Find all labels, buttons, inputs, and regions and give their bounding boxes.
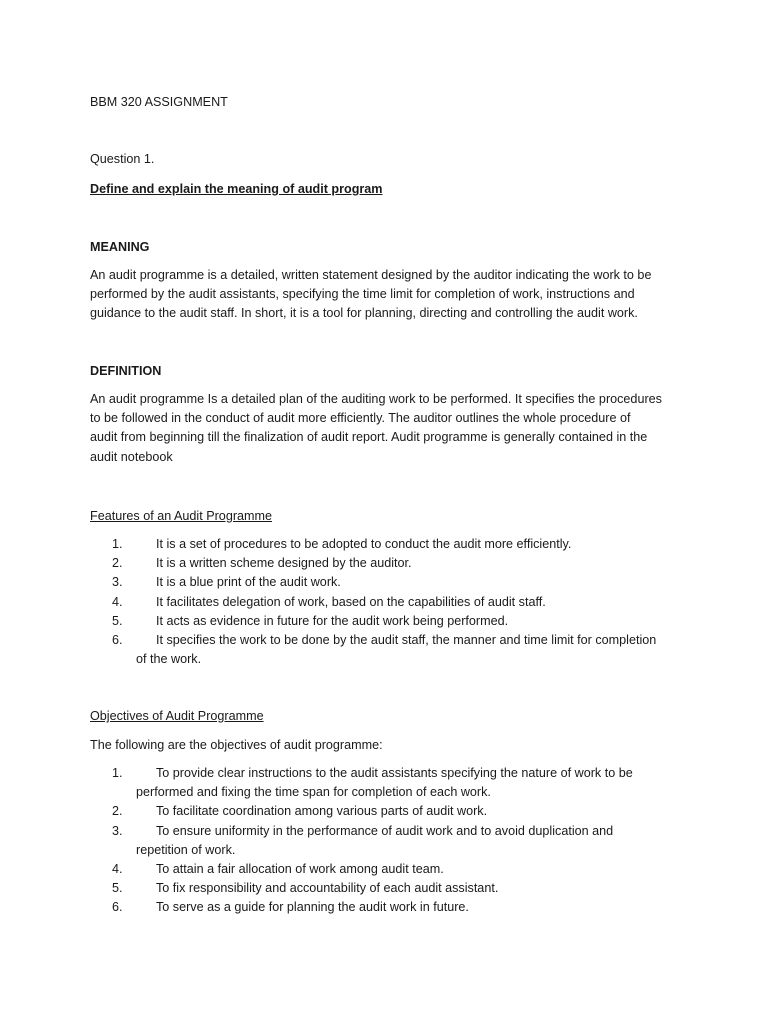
definition-line: audit from beginning till the finalization of audit report. Audit programme is generally contained in the (90, 430, 648, 445)
list-item (90, 860, 690, 879)
list-item-number: 5. (112, 613, 123, 628)
objectives-heading: Objectives of Audit Programme (90, 709, 264, 723)
list-item (90, 631, 690, 669)
objectives-list (90, 764, 690, 918)
list-item-text: It acts as evidence in future for the audit work being performed. (156, 613, 509, 628)
list-item (90, 535, 690, 554)
meaning-line: performed by the audit assistants, specifying the time limit for completion of work, instructions and (90, 287, 635, 302)
list-item-text: It is a set of procedures to be adopted to conduct the audit more efficiently. (156, 537, 572, 551)
list-item-text: To provide clear instructions to the audit assistants specifying the nature of work to be (156, 766, 633, 780)
list-item-text: To fix responsibility and accountability of each audit assistant. (156, 881, 499, 896)
meaning-line: An audit programme is a detailed, written statement designed by the auditor indicating the work to be (90, 268, 652, 282)
objectives-intro: The following are the objectives of audit programme: (90, 738, 383, 752)
definition-line: An audit programme Is a detailed plan of the auditing work to be performed. It specifies the procedures (90, 392, 662, 406)
list-item (90, 879, 690, 898)
list-item-number: 6. (112, 633, 123, 648)
definition-heading: DEFINITION (90, 364, 162, 378)
list-item-number: 2. (112, 804, 123, 819)
list-item-number: 3. (112, 575, 123, 590)
list-item-number: 6. (112, 900, 123, 915)
list-item-number: 4. (112, 862, 123, 877)
features-heading: Features of an Audit Programme (90, 509, 273, 523)
definition-paragraph (90, 390, 680, 467)
list-item (90, 764, 690, 802)
list-item (90, 822, 690, 860)
list-item-continuation: of the work. (136, 652, 202, 667)
document-title: BBM 320 ASSIGNMENT (90, 95, 228, 109)
list-item (90, 573, 690, 592)
list-item-number: 1. (112, 766, 123, 780)
meaning-heading: MEANING (90, 240, 150, 254)
list-item-number: 2. (112, 556, 123, 571)
features-list (90, 535, 690, 669)
list-item-number: 5. (112, 881, 123, 896)
meaning-paragraph (90, 266, 680, 324)
list-item-number: 3. (112, 823, 123, 838)
list-item-text: To ensure uniformity in the performance of audit work and to avoid duplication and (156, 823, 614, 838)
list-item-continuation: repetition of work. (136, 842, 236, 857)
list-item-text: To attain a fair allocation of work among audit team. (156, 862, 444, 877)
definition-line: to be followed in the conduct of audit more efficiently. The auditor outlines the whole procedure of (90, 411, 631, 426)
question-text: Define and explain the meaning of audit program (90, 182, 383, 196)
list-item-text: To serve as a guide for planning the audit work in future. (156, 900, 469, 915)
list-item-text: It specifies the work to be done by the audit staff, the manner and time limit for completion (156, 633, 657, 648)
list-item-number: 1. (112, 537, 123, 551)
list-item-text: It is a blue print of the audit work. (156, 575, 341, 590)
list-item-text: To facilitate coordination among various parts of audit work. (156, 804, 488, 819)
definition-line: audit notebook (90, 449, 173, 464)
list-item (90, 554, 690, 573)
meaning-line: guidance to the audit staff. In short, it is a tool for planning, directing and controlling the audit work. (90, 306, 638, 321)
list-item (90, 802, 690, 821)
list-item-text: It is a written scheme designed by the auditor. (156, 556, 412, 571)
list-item (90, 612, 690, 631)
list-item-number: 4. (112, 594, 123, 609)
list-item-continuation: performed and fixing the time span for completion of each work. (136, 785, 491, 800)
list-item (90, 898, 690, 917)
list-item-text: It facilitates delegation of work, based on the capabilities of audit staff. (156, 594, 546, 609)
list-item (90, 593, 690, 612)
question-label: Question 1. (90, 152, 155, 166)
